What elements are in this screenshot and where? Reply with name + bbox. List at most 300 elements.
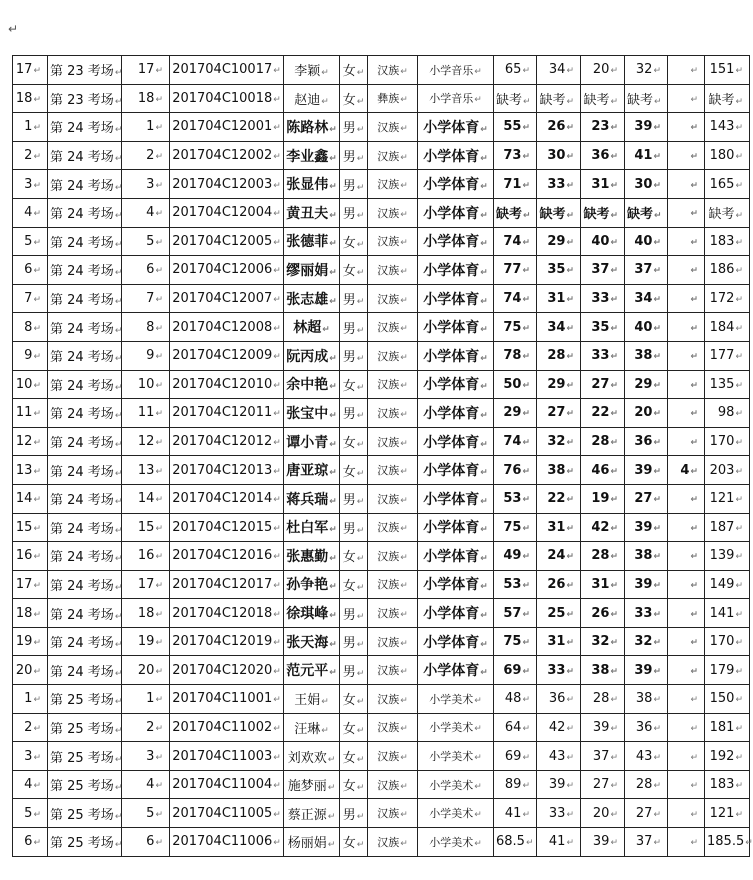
- cell-exam-id: 201704C11005↵: [170, 799, 284, 828]
- cell-end-mark-icon: ↵: [273, 352, 281, 363]
- cell-subject: 小学体育↵: [418, 513, 494, 542]
- cell-bonus: [668, 799, 705, 828]
- cell-end-mark-icon: ↵: [522, 466, 530, 477]
- cell-end-mark-icon: ↵: [610, 781, 618, 792]
- cell-end-mark-icon: ↵: [690, 838, 698, 849]
- cell-end-mark-icon: ↵: [273, 380, 281, 391]
- cell-name: 张天海↵: [284, 627, 340, 656]
- cell-end-mark-icon: ↵: [329, 210, 337, 221]
- cell-end-mark-icon: ↵: [400, 152, 408, 163]
- cell-gender: 女↵: [340, 742, 368, 771]
- cell-end-mark-icon: ↵: [735, 352, 743, 363]
- cell-gender: 女↵: [340, 685, 368, 714]
- table-row: [13, 799, 750, 828]
- cell-gender: 男↵: [340, 599, 368, 628]
- cell-seq: 19↵: [13, 627, 48, 656]
- cell-exam-id: 201704C12001↵: [170, 113, 284, 142]
- cell-end-mark-icon: ↵: [480, 153, 488, 164]
- cell-score-3: 39↵: [581, 828, 625, 857]
- cell-end-mark-icon: ↵: [114, 611, 123, 622]
- cell-end-mark-icon: ↵: [735, 666, 743, 677]
- cell-ethnic: 汉族↵: [368, 256, 418, 285]
- cell-end-mark-icon: ↵: [735, 552, 743, 563]
- cell-score-2: 28↵: [537, 341, 581, 370]
- cell-seat: 3↵: [122, 170, 170, 199]
- cell-end-mark-icon: ↵: [356, 554, 365, 565]
- cell-end-mark-icon: ↵: [735, 237, 743, 248]
- cell-end-mark-icon: ↵: [610, 838, 618, 849]
- cell-score-2: 31↵: [537, 284, 581, 313]
- cell-ethnic: 汉族↵: [368, 370, 418, 399]
- cell-end-mark-icon: ↵: [329, 296, 337, 307]
- cell-subject: 小学体育↵: [418, 341, 494, 370]
- cell-end-mark-icon: ↵: [400, 352, 408, 363]
- cell-end-mark-icon: ↵: [33, 723, 41, 734]
- cell-end-mark-icon: ↵: [356, 697, 365, 708]
- cell-room: 第 24 考场↵: [48, 141, 122, 170]
- cell-end-mark-icon: ↵: [356, 811, 365, 822]
- cell-end-mark-icon: ↵: [566, 666, 574, 677]
- cell-end-mark-icon: ↵: [522, 123, 530, 134]
- table-row: [13, 542, 750, 571]
- cell-exam-id: 201704C12013↵: [170, 456, 284, 485]
- cell-room: 第 25 考场↵: [48, 685, 122, 714]
- cell-end-mark-icon: ↵: [329, 611, 337, 622]
- cell-end-mark-icon: ↵: [480, 553, 488, 564]
- cell-gender: 男↵: [340, 627, 368, 656]
- cell-gender: 女↵: [340, 770, 368, 799]
- cell-total: 186↵: [705, 256, 750, 285]
- cell-end-mark-icon: ↵: [522, 409, 530, 420]
- cell-ethnic: 汉族↵: [368, 484, 418, 513]
- cell-end-mark-icon: ↵: [33, 695, 41, 706]
- cell-seat: 5↵: [122, 799, 170, 828]
- cell-end-mark-icon: ↵: [610, 211, 618, 222]
- cell-end-mark-icon: ↵: [155, 580, 163, 591]
- cell-seq: 10↵: [13, 370, 48, 399]
- cell-bonus: [668, 542, 705, 571]
- cell-end-mark-icon: ↵: [400, 381, 408, 392]
- cell-end-mark-icon: ↵: [400, 238, 408, 249]
- cell-subject: 小学音乐↵: [418, 56, 494, 85]
- cell-end-mark-icon: ↵: [329, 182, 337, 193]
- cell-end-mark-icon: ↵: [690, 409, 698, 420]
- cell-end-mark-icon: ↵: [356, 468, 365, 479]
- cell-exam-id: 201704C11004↵: [170, 770, 284, 799]
- cell-name: 施梦丽↵: [284, 770, 340, 799]
- cell-end-mark-icon: ↵: [329, 553, 337, 564]
- cell-bonus: [668, 685, 705, 714]
- cell-end-mark-icon: ↵: [356, 297, 365, 308]
- cell-name: 徐琪峰↵: [284, 599, 340, 628]
- cell-end-mark-icon: ↵: [400, 95, 408, 106]
- cell-end-mark-icon: ↵: [155, 295, 163, 306]
- cell-end-mark-icon: ↵: [155, 838, 163, 849]
- cell-seq: 3↵: [13, 170, 48, 199]
- cell-end-mark-icon: ↵: [273, 266, 281, 277]
- cell-end-mark-icon: ↵: [114, 440, 123, 451]
- cell-score-2: 缺考↵: [537, 84, 581, 113]
- table-row: [13, 256, 750, 285]
- cell-end-mark-icon: ↵: [400, 324, 408, 335]
- cell-name: 王娟↵: [284, 685, 340, 714]
- cell-end-mark-icon: ↵: [566, 237, 574, 248]
- cell-name: 张显伟↵: [284, 170, 340, 199]
- table-row: [13, 656, 750, 685]
- cell-end-mark-icon: ↵: [480, 124, 488, 135]
- cell-seat: 5↵: [122, 227, 170, 256]
- cell-end-mark-icon: ↵: [114, 640, 123, 651]
- cell-end-mark-icon: ↵: [155, 438, 163, 449]
- cell-end-mark-icon: ↵: [653, 180, 661, 191]
- cell-end-mark-icon: ↵: [400, 810, 408, 821]
- cell-exam-id: 201704C12011↵: [170, 399, 284, 428]
- cell-seq: 12↵: [13, 427, 48, 456]
- cell-seat: 9↵: [122, 341, 170, 370]
- cell-subject: 小学美术↵: [418, 685, 494, 714]
- cell-end-mark-icon: ↵: [33, 438, 41, 449]
- cell-total: 185.5↵: [705, 828, 750, 857]
- cell-ethnic: 彝族↵: [368, 84, 418, 113]
- cell-end-mark-icon: ↵: [735, 380, 743, 391]
- cell-end-mark-icon: ↵: [400, 266, 408, 277]
- cell-end-mark-icon: ↵: [33, 380, 41, 391]
- cell-bonus: [668, 284, 705, 313]
- cell-end-mark-icon: ↵: [400, 181, 408, 192]
- cell-end-mark-icon: ↵: [480, 182, 488, 193]
- cell-total: 170↵: [705, 427, 750, 456]
- cell-end-mark-icon: ↵: [566, 523, 574, 534]
- cell-end-mark-icon: ↵: [33, 180, 41, 191]
- cell-score-4: 43↵: [625, 742, 668, 771]
- cell-exam-id: 201704C12014↵: [170, 484, 284, 513]
- cell-end-mark-icon: ↵: [735, 495, 743, 506]
- cell-score-1: 77↵: [494, 256, 537, 285]
- cell-score-4: 29↵: [625, 370, 668, 399]
- cell-end-mark-icon: ↵: [400, 667, 408, 678]
- cell-end-mark-icon: ↵: [610, 295, 618, 306]
- cell-end-mark-icon: ↵: [735, 323, 743, 334]
- table-row: [13, 56, 750, 85]
- cell-end-mark-icon: ↵: [356, 96, 365, 107]
- cell-end-mark-icon: ↵: [329, 496, 337, 507]
- cell-end-mark-icon: ↵: [155, 209, 163, 220]
- cell-exam-id: 201704C12010↵: [170, 370, 284, 399]
- cell-subject: 小学体育↵: [418, 456, 494, 485]
- cell-end-mark-icon: ↵: [735, 438, 743, 449]
- cell-ethnic: 汉族↵: [368, 828, 418, 857]
- cell-name: 张宝中↵: [284, 399, 340, 428]
- cell-end-mark-icon: ↵: [690, 580, 698, 591]
- table-row: [13, 84, 750, 113]
- cell-end-mark-icon: ↵: [610, 380, 618, 391]
- cell-total: 179↵: [705, 656, 750, 685]
- cell-end-mark-icon: ↵: [273, 66, 281, 77]
- cell-subject: 小学体育↵: [418, 141, 494, 170]
- cell-score-3: 36↵: [581, 141, 625, 170]
- cell-exam-id: 201704C11001↵: [170, 685, 284, 714]
- cell-end-mark-icon: ↵: [610, 96, 618, 107]
- cell-end-mark-icon: ↵: [610, 695, 618, 706]
- cell-score-3: 28↵: [581, 542, 625, 571]
- cell-total: 187↵: [705, 513, 750, 542]
- cell-seq: 16↵: [13, 542, 48, 571]
- cell-end-mark-icon: ↵: [480, 267, 488, 278]
- cell-gender: 女↵: [340, 84, 368, 113]
- cell-end-mark-icon: ↵: [400, 724, 408, 735]
- cell-end-mark-icon: ↵: [610, 323, 618, 334]
- cell-end-mark-icon: ↵: [653, 666, 661, 677]
- cell-end-mark-icon: ↵: [114, 154, 123, 165]
- cell-end-mark-icon: ↵: [522, 352, 530, 363]
- cell-seat: 11↵: [122, 399, 170, 428]
- cell-gender: 女↵: [340, 570, 368, 599]
- cell-end-mark-icon: ↵: [566, 438, 574, 449]
- cell-end-mark-icon: ↵: [653, 266, 661, 277]
- cell-end-mark-icon: ↵: [33, 580, 41, 591]
- table-row: [13, 742, 750, 771]
- cell-exam-id: 201704C12007↵: [170, 284, 284, 313]
- cell-score-1: 64↵: [494, 713, 537, 742]
- cell-seat: 8↵: [122, 313, 170, 342]
- cell-end-mark-icon: ↵: [610, 752, 618, 763]
- cell-score-2: 41↵: [537, 828, 581, 857]
- cell-score-4: 33↵: [625, 599, 668, 628]
- cell-score-1: 49↵: [494, 542, 537, 571]
- cell-end-mark-icon: ↵: [356, 668, 365, 679]
- cell-ethnic: 汉族↵: [368, 56, 418, 85]
- cell-seq: 18↵: [13, 84, 48, 113]
- cell-gender: 女↵: [340, 828, 368, 857]
- cell-end-mark-icon: ↵: [400, 409, 408, 420]
- cell-end-mark-icon: ↵: [474, 695, 482, 706]
- cell-end-mark-icon: ↵: [653, 237, 661, 248]
- cell-end-mark-icon: ↵: [735, 695, 743, 706]
- cell-score-4: 32↵: [625, 627, 668, 656]
- cell-end-mark-icon: ↵: [33, 66, 41, 77]
- cell-room: 第 25 考场↵: [48, 713, 122, 742]
- cell-end-mark-icon: ↵: [566, 96, 574, 107]
- cell-end-mark-icon: ↵: [155, 94, 163, 105]
- cell-end-mark-icon: ↵: [480, 210, 488, 221]
- cell-seq: 6↵: [13, 256, 48, 285]
- cell-end-mark-icon: ↵: [356, 611, 365, 622]
- cell-end-mark-icon: ↵: [329, 439, 337, 450]
- cell-exam-id: 201704C12015↵: [170, 513, 284, 542]
- cell-end-mark-icon: ↵: [566, 180, 574, 191]
- cell-end-mark-icon: ↵: [114, 697, 123, 708]
- cell-end-mark-icon: ↵: [33, 323, 41, 334]
- cell-gender: 男↵: [340, 284, 368, 313]
- cell-end-mark-icon: ↵: [522, 66, 530, 77]
- cell-total: 150↵: [705, 685, 750, 714]
- cell-end-mark-icon: ↵: [114, 582, 123, 593]
- cell-end-mark-icon: ↵: [566, 695, 574, 706]
- cell-end-mark-icon: ↵: [610, 152, 618, 163]
- cell-score-1: 57↵: [494, 599, 537, 628]
- cell-end-mark-icon: ↵: [735, 211, 743, 222]
- cell-end-mark-icon: ↵: [474, 838, 482, 849]
- cell-end-mark-icon: ↵: [155, 380, 163, 391]
- cell-subject: 小学美术↵: [418, 742, 494, 771]
- cell-score-1: 48↵: [494, 685, 537, 714]
- cell-bonus: [668, 513, 705, 542]
- cell-end-mark-icon: ↵: [610, 123, 618, 134]
- cell-end-mark-icon: ↵: [610, 237, 618, 248]
- cell-end-mark-icon: ↵: [155, 609, 163, 620]
- cell-end-mark-icon: ↵: [690, 209, 698, 220]
- cell-end-mark-icon: ↵: [522, 295, 530, 306]
- cell-seq: 1↵: [13, 113, 48, 142]
- cell-end-mark-icon: ↵: [273, 781, 281, 792]
- cell-seat: 10↵: [122, 370, 170, 399]
- cell-gender: 男↵: [340, 799, 368, 828]
- cell-end-mark-icon: ↵: [690, 781, 698, 792]
- cell-end-mark-icon: ↵: [690, 380, 698, 391]
- cell-name: 张志雄↵: [284, 284, 340, 313]
- cell-end-mark-icon: ↵: [690, 237, 698, 248]
- cell-score-3: 缺考↵: [581, 84, 625, 113]
- cell-exam-id: 201704C12003↵: [170, 170, 284, 199]
- cell-end-mark-icon: ↵: [735, 580, 743, 591]
- cell-exam-id: 201704C12017↵: [170, 570, 284, 599]
- cell-seq: 8↵: [13, 313, 48, 342]
- cell-end-mark-icon: ↵: [690, 723, 698, 734]
- cell-gender: 男↵: [340, 656, 368, 685]
- cell-end-mark-icon: ↵: [114, 668, 123, 679]
- cell-end-mark-icon: ↵: [155, 66, 163, 77]
- cell-end-mark-icon: ↵: [356, 440, 365, 451]
- cell-bonus: [668, 570, 705, 599]
- cell-exam-id: 201704C11002↵: [170, 713, 284, 742]
- cell-end-mark-icon: ↵: [610, 723, 618, 734]
- cell-score-3: 46↵: [581, 456, 625, 485]
- cell-end-mark-icon: ↵: [114, 325, 123, 336]
- cell-total: 177↵: [705, 341, 750, 370]
- cell-seat: 13↵: [122, 456, 170, 485]
- cell-exam-id: 201704C12006↵: [170, 256, 284, 285]
- cell-score-1: 68.5↵: [494, 828, 537, 857]
- cell-seat: 16↵: [122, 542, 170, 571]
- cell-exam-id: 201704C12020↵: [170, 656, 284, 685]
- cell-bonus: [668, 170, 705, 199]
- cell-end-mark-icon: ↵: [356, 525, 365, 536]
- cell-end-mark-icon: ↵: [33, 94, 41, 105]
- cell-end-mark-icon: ↵: [273, 523, 281, 534]
- cell-bonus: [668, 599, 705, 628]
- cell-score-4: 缺考↵: [625, 84, 668, 113]
- cell-end-mark-icon: ↵: [114, 525, 123, 536]
- cell-name: 唐亚琼↵: [284, 456, 340, 485]
- cell-end-mark-icon: ↵: [155, 352, 163, 363]
- cell-end-mark-icon: ↵: [356, 239, 365, 250]
- cell-seq: 18↵: [13, 599, 48, 628]
- cell-bonus: [668, 627, 705, 656]
- cell-end-mark-icon: ↵: [525, 838, 534, 849]
- cell-name: 张德菲↵: [284, 227, 340, 256]
- cell-end-mark-icon: ↵: [329, 525, 337, 536]
- cell-seat: 1↵: [122, 685, 170, 714]
- cell-end-mark-icon: ↵: [480, 496, 488, 507]
- cell-end-mark-icon: ↵: [33, 409, 41, 420]
- cell-end-mark-icon: ↵: [735, 781, 743, 792]
- cell-name: 刘欢欢↵: [284, 742, 340, 771]
- cell-end-mark-icon: ↵: [400, 467, 408, 478]
- cell-end-mark-icon: ↵: [356, 354, 365, 365]
- cell-seat: 6↵: [122, 828, 170, 857]
- cell-score-1: 50↵: [494, 370, 537, 399]
- cell-score-3: 26↵: [581, 599, 625, 628]
- paragraph-mark-icon: ↵: [8, 22, 19, 36]
- cell-end-mark-icon: ↵: [322, 325, 330, 336]
- cell-end-mark-icon: ↵: [610, 552, 618, 563]
- cell-score-4: 36↵: [625, 427, 668, 456]
- cell-gender: 女↵: [340, 227, 368, 256]
- cell-room: 第 24 考场↵: [48, 284, 122, 313]
- cell-name: 汪琳↵: [284, 713, 340, 742]
- cell-room: 第 24 考场↵: [48, 456, 122, 485]
- cell-end-mark-icon: ↵: [653, 123, 661, 134]
- cell-score-4: 39↵: [625, 513, 668, 542]
- cell-ethnic: 汉族↵: [368, 570, 418, 599]
- cell-end-mark-icon: ↵: [33, 237, 41, 248]
- cell-end-mark-icon: ↵: [155, 752, 163, 763]
- cell-room: 第 24 考场↵: [48, 427, 122, 456]
- cell-end-mark-icon: ↵: [114, 468, 123, 479]
- cell-end-mark-icon: ↵: [356, 154, 365, 165]
- cell-end-mark-icon: ↵: [400, 610, 408, 621]
- cell-end-mark-icon: ↵: [480, 668, 488, 679]
- cell-gender: 男↵: [340, 198, 368, 227]
- cell-end-mark-icon: ↵: [653, 523, 661, 534]
- cell-total: 135↵: [705, 370, 750, 399]
- cell-end-mark-icon: ↵: [610, 666, 618, 677]
- cell-seq: 4↵: [13, 770, 48, 799]
- cell-score-3: 缺考↵: [581, 198, 625, 227]
- cell-subject: 小学体育↵: [418, 313, 494, 342]
- cell-end-mark-icon: ↵: [653, 609, 661, 620]
- cell-end-mark-icon: ↵: [690, 94, 698, 105]
- cell-room: 第 24 考场↵: [48, 513, 122, 542]
- cell-end-mark-icon: ↵: [273, 438, 281, 449]
- cell-end-mark-icon: ↵: [690, 666, 698, 677]
- cell-score-4: 缺考↵: [625, 198, 668, 227]
- cell-end-mark-icon: ↵: [653, 638, 661, 649]
- cell-score-2: 33↵: [537, 799, 581, 828]
- cell-end-mark-icon: ↵: [653, 152, 661, 163]
- cell-end-mark-icon: ↵: [653, 66, 661, 77]
- cell-end-mark-icon: ↵: [400, 552, 408, 563]
- cell-seat: 18↵: [122, 599, 170, 628]
- cell-score-4: 38↵: [625, 685, 668, 714]
- cell-gender: 女↵: [340, 56, 368, 85]
- cell-end-mark-icon: ↵: [33, 609, 41, 620]
- cell-end-mark-icon: ↵: [690, 552, 698, 563]
- cell-exam-id: 201704C12009↵: [170, 341, 284, 370]
- cell-ethnic: 汉族↵: [368, 713, 418, 742]
- cell-subject: 小学美术↵: [418, 828, 494, 857]
- cell-end-mark-icon: ↵: [610, 495, 618, 506]
- cell-room: 第 24 考场↵: [48, 313, 122, 342]
- cell-ethnic: 汉族↵: [368, 341, 418, 370]
- cell-total: 181↵: [705, 713, 750, 742]
- cell-gender: 男↵: [340, 513, 368, 542]
- cell-total: 141↵: [705, 599, 750, 628]
- cell-end-mark-icon: ↵: [356, 125, 365, 136]
- cell-score-4: 38↵: [625, 341, 668, 370]
- cell-end-mark-icon: ↵: [33, 552, 41, 563]
- cell-end-mark-icon: ↵: [327, 840, 336, 851]
